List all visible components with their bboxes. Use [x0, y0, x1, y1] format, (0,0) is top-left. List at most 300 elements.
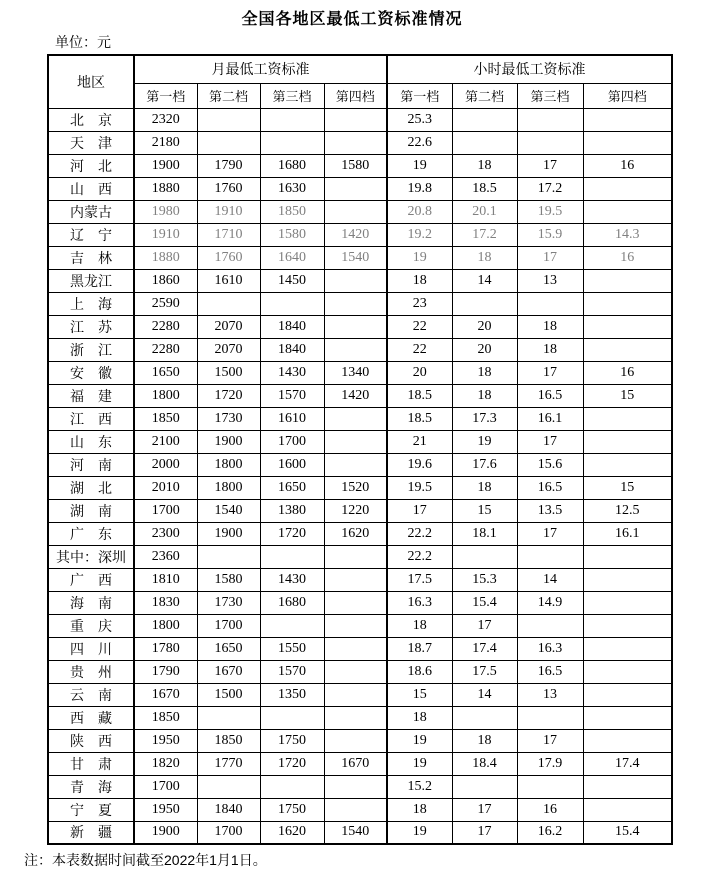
hourly-value-cell: 20.8: [387, 200, 452, 223]
hourly-value-cell: 19: [387, 246, 452, 269]
monthly-value-cell: [324, 338, 387, 361]
monthly-value-cell: [324, 568, 387, 591]
hourly-value-cell: 18: [517, 315, 583, 338]
monthly-value-cell: [324, 407, 387, 430]
region-name-cell: 云 南: [48, 683, 134, 706]
hourly-value-cell: [517, 775, 583, 798]
hourly-value-cell: 18.5: [387, 407, 452, 430]
table-row: [48, 821, 672, 844]
monthly-value-cell: [197, 131, 260, 154]
table-row: [48, 775, 672, 798]
monthly-value-cell: 1900: [197, 522, 260, 545]
hourly-value-cell: [517, 292, 583, 315]
hourly-value-cell: [583, 568, 672, 591]
hourly-value-cell: 18.4: [452, 752, 517, 775]
monthly-value-cell: 1640: [260, 246, 324, 269]
region-name-cell: 重 庆: [48, 614, 134, 637]
region-name-cell: 山 西: [48, 177, 134, 200]
monthly-value-cell: 1420: [324, 384, 387, 407]
hourly-value-cell: [583, 775, 672, 798]
monthly-value-cell: 1550: [260, 637, 324, 660]
hourly-value-cell: 18: [387, 269, 452, 292]
table-row: [48, 798, 672, 821]
monthly-value-cell: 1430: [260, 568, 324, 591]
monthly-value-cell: 2000: [134, 453, 197, 476]
region-name-cell: 其中：深圳: [48, 545, 134, 568]
monthly-value-cell: [324, 798, 387, 821]
monthly-value-cell: [197, 706, 260, 729]
hourly-value-cell: 16.1: [517, 407, 583, 430]
hourly-value-cell: 17.5: [452, 660, 517, 683]
monthly-value-cell: [324, 269, 387, 292]
monthly-value-cell: 2010: [134, 476, 197, 499]
monthly-value-cell: 2360: [134, 545, 197, 568]
monthly-value-cell: 1720: [260, 522, 324, 545]
hourly-tier4-header: 第四档: [583, 83, 672, 108]
hourly-value-cell: 13: [517, 683, 583, 706]
hourly-value-cell: 16.5: [517, 660, 583, 683]
region-name-cell: 江 西: [48, 407, 134, 430]
monthly-value-cell: 2280: [134, 338, 197, 361]
table-row: [48, 223, 672, 246]
monthly-value-cell: 1900: [197, 430, 260, 453]
table-row: [48, 568, 672, 591]
hourly-value-cell: 15: [452, 499, 517, 522]
monthly-value-cell: [324, 200, 387, 223]
monthly-value-cell: [324, 614, 387, 637]
region-name-cell: 广 东: [48, 522, 134, 545]
hourly-value-cell: [517, 545, 583, 568]
region-name-cell: 江 苏: [48, 315, 134, 338]
hourly-value-cell: 17.4: [583, 752, 672, 775]
monthly-value-cell: 1800: [134, 384, 197, 407]
monthly-value-cell: 1730: [197, 407, 260, 430]
monthly-value-cell: [324, 683, 387, 706]
table-row: [48, 108, 672, 131]
monthly-value-cell: 1700: [134, 775, 197, 798]
monthly-value-cell: 1670: [197, 660, 260, 683]
monthly-value-cell: 1850: [134, 706, 197, 729]
hourly-value-cell: [583, 315, 672, 338]
hourly-value-cell: 22.6: [387, 131, 452, 154]
table-row: [48, 154, 672, 177]
monthly-value-cell: 1650: [134, 361, 197, 384]
hourly-value-cell: [583, 269, 672, 292]
hourly-value-cell: 17.5: [387, 568, 452, 591]
hourly-value-cell: 14: [452, 269, 517, 292]
hourly-value-cell: 14.9: [517, 591, 583, 614]
table-row: [48, 614, 672, 637]
monthly-value-cell: 1580: [260, 223, 324, 246]
monthly-value-cell: [260, 131, 324, 154]
hourly-value-cell: 17: [517, 430, 583, 453]
region-name-cell: 河 南: [48, 453, 134, 476]
monthly-value-cell: [197, 108, 260, 131]
monthly-value-cell: [197, 292, 260, 315]
hourly-value-cell: 15.2: [387, 775, 452, 798]
monthly-value-cell: 1800: [134, 614, 197, 637]
monthly-value-cell: 1790: [197, 154, 260, 177]
hourly-value-cell: 19.2: [387, 223, 452, 246]
monthly-value-cell: 1980: [134, 200, 197, 223]
hourly-value-cell: 21: [387, 430, 452, 453]
hourly-value-cell: 18: [452, 476, 517, 499]
region-name-cell: 河 北: [48, 154, 134, 177]
hourly-value-cell: 17.2: [517, 177, 583, 200]
table-header: [48, 55, 672, 108]
hourly-value-cell: 16: [583, 246, 672, 269]
monthly-value-cell: [324, 177, 387, 200]
table-row: [48, 545, 672, 568]
monthly-value-cell: [260, 292, 324, 315]
hourly-value-cell: 18: [452, 729, 517, 752]
region-name-cell: 海 南: [48, 591, 134, 614]
monthly-value-cell: 1900: [134, 154, 197, 177]
region-name-cell: 宁 夏: [48, 798, 134, 821]
hourly-value-cell: 17: [452, 798, 517, 821]
hourly-value-cell: [583, 131, 672, 154]
hourly-value-cell: 18.5: [452, 177, 517, 200]
hourly-value-cell: 18: [387, 706, 452, 729]
monthly-value-cell: [260, 614, 324, 637]
monthly-value-cell: 1780: [134, 637, 197, 660]
hourly-value-cell: 17: [517, 522, 583, 545]
hourly-value-cell: [583, 430, 672, 453]
hourly-value-cell: [583, 706, 672, 729]
monthly-value-cell: 2320: [134, 108, 197, 131]
region-name-cell: 湖 北: [48, 476, 134, 499]
minimum-wage-table: [47, 54, 673, 845]
hourly-value-cell: 17: [517, 154, 583, 177]
hourly-value-cell: [583, 683, 672, 706]
monthly-value-cell: 1880: [134, 177, 197, 200]
hourly-value-cell: 15.6: [517, 453, 583, 476]
hourly-value-cell: 18.5: [387, 384, 452, 407]
region-name-cell: 青 海: [48, 775, 134, 798]
region-name-cell: 上 海: [48, 292, 134, 315]
hourly-value-cell: 22.2: [387, 522, 452, 545]
hourly-value-cell: [517, 108, 583, 131]
page-title: 全国各地区最低工资标准情况: [241, 11, 463, 28]
hourly-value-cell: 16.1: [583, 522, 672, 545]
monthly-value-cell: 1340: [324, 361, 387, 384]
table-row: [48, 384, 672, 407]
table-row: [48, 269, 672, 292]
monthly-value-cell: 1540: [324, 246, 387, 269]
monthly-group-header: 月最低工资标准: [134, 55, 387, 83]
hourly-value-cell: [452, 131, 517, 154]
region-name-cell: 山 东: [48, 430, 134, 453]
monthly-value-cell: 1900: [134, 821, 197, 844]
monthly-tier4-header: 第四档: [324, 83, 387, 108]
monthly-value-cell: 1630: [260, 177, 324, 200]
table-row: [48, 499, 672, 522]
monthly-value-cell: 2100: [134, 430, 197, 453]
monthly-value-cell: 1540: [197, 499, 260, 522]
hourly-value-cell: 16.3: [387, 591, 452, 614]
monthly-value-cell: 2590: [134, 292, 197, 315]
region-name-cell: 新 疆: [48, 821, 134, 844]
hourly-value-cell: 15.4: [452, 591, 517, 614]
hourly-value-cell: [452, 545, 517, 568]
monthly-value-cell: 2180: [134, 131, 197, 154]
monthly-value-cell: [324, 545, 387, 568]
hourly-value-cell: 14: [452, 683, 517, 706]
hourly-value-cell: 17: [452, 821, 517, 844]
monthly-value-cell: 1700: [260, 430, 324, 453]
header-tier-row: [48, 83, 672, 108]
monthly-value-cell: [324, 430, 387, 453]
monthly-value-cell: 1760: [197, 177, 260, 200]
hourly-value-cell: 17.2: [452, 223, 517, 246]
hourly-value-cell: [583, 338, 672, 361]
region-name-cell: 福 建: [48, 384, 134, 407]
hourly-value-cell: 15.3: [452, 568, 517, 591]
monthly-value-cell: 1420: [324, 223, 387, 246]
monthly-value-cell: [260, 706, 324, 729]
monthly-value-cell: [324, 292, 387, 315]
monthly-value-cell: 1380: [260, 499, 324, 522]
monthly-value-cell: 1680: [260, 154, 324, 177]
monthly-value-cell: 1520: [324, 476, 387, 499]
hourly-value-cell: 17: [517, 246, 583, 269]
monthly-value-cell: 1750: [260, 798, 324, 821]
monthly-value-cell: 1600: [260, 453, 324, 476]
hourly-value-cell: 14: [517, 568, 583, 591]
hourly-value-cell: [583, 729, 672, 752]
hourly-value-cell: [583, 591, 672, 614]
region-name-cell: 广 西: [48, 568, 134, 591]
hourly-value-cell: 20: [452, 338, 517, 361]
hourly-value-cell: 19: [387, 821, 452, 844]
hourly-value-cell: 16: [583, 154, 672, 177]
table-row: [48, 591, 672, 614]
hourly-value-cell: 15: [387, 683, 452, 706]
monthly-value-cell: [324, 315, 387, 338]
monthly-value-cell: 1570: [260, 384, 324, 407]
hourly-value-cell: [583, 660, 672, 683]
monthly-value-cell: 1650: [197, 637, 260, 660]
hourly-value-cell: 16.2: [517, 821, 583, 844]
hourly-group-header: 小时最低工资标准: [387, 55, 672, 83]
hourly-value-cell: [583, 798, 672, 821]
hourly-value-cell: 19.6: [387, 453, 452, 476]
hourly-value-cell: 14.3: [583, 223, 672, 246]
table-row: [48, 729, 672, 752]
hourly-value-cell: [583, 407, 672, 430]
monthly-value-cell: 1620: [324, 522, 387, 545]
hourly-value-cell: 19: [387, 154, 452, 177]
monthly-value-cell: 2070: [197, 338, 260, 361]
hourly-value-cell: [452, 775, 517, 798]
region-name-cell: 内蒙古: [48, 200, 134, 223]
hourly-value-cell: 16.3: [517, 637, 583, 660]
monthly-value-cell: 2070: [197, 315, 260, 338]
hourly-value-cell: 15: [583, 384, 672, 407]
monthly-value-cell: [324, 108, 387, 131]
hourly-value-cell: 17.4: [452, 637, 517, 660]
monthly-value-cell: 1700: [197, 614, 260, 637]
header-group-row: [48, 55, 672, 83]
monthly-value-cell: 1810: [134, 568, 197, 591]
monthly-value-cell: 1540: [324, 821, 387, 844]
monthly-tier3-header: 第三档: [260, 83, 324, 108]
hourly-value-cell: 15: [583, 476, 672, 499]
hourly-value-cell: [517, 131, 583, 154]
hourly-value-cell: [517, 614, 583, 637]
hourly-value-cell: 17.9: [517, 752, 583, 775]
region-column-header: 地区: [48, 55, 134, 108]
monthly-value-cell: 1430: [260, 361, 324, 384]
table-row: [48, 177, 672, 200]
hourly-value-cell: 16: [517, 798, 583, 821]
region-name-cell: 辽 宁: [48, 223, 134, 246]
monthly-value-cell: [324, 131, 387, 154]
hourly-value-cell: 16.5: [517, 476, 583, 499]
table-row: [48, 476, 672, 499]
monthly-value-cell: [197, 545, 260, 568]
monthly-value-cell: 1850: [134, 407, 197, 430]
monthly-value-cell: 1670: [134, 683, 197, 706]
table-row: [48, 706, 672, 729]
hourly-value-cell: 20.1: [452, 200, 517, 223]
table-row: [48, 407, 672, 430]
hourly-value-cell: 22: [387, 338, 452, 361]
hourly-value-cell: 17.6: [452, 453, 517, 476]
monthly-value-cell: 1800: [197, 476, 260, 499]
monthly-value-cell: [260, 108, 324, 131]
hourly-value-cell: 20: [452, 315, 517, 338]
hourly-value-cell: [583, 637, 672, 660]
monthly-value-cell: 1770: [197, 752, 260, 775]
monthly-value-cell: 1750: [260, 729, 324, 752]
hourly-value-cell: 19.5: [387, 476, 452, 499]
hourly-value-cell: [452, 292, 517, 315]
table-row: [48, 200, 672, 223]
region-name-cell: 贵 州: [48, 660, 134, 683]
monthly-value-cell: 1610: [260, 407, 324, 430]
table-row: [48, 522, 672, 545]
monthly-value-cell: 1910: [134, 223, 197, 246]
table-row: [48, 453, 672, 476]
hourly-value-cell: 15.9: [517, 223, 583, 246]
monthly-value-cell: 1700: [134, 499, 197, 522]
hourly-value-cell: 18: [452, 361, 517, 384]
monthly-value-cell: 1610: [197, 269, 260, 292]
table-row: [48, 338, 672, 361]
monthly-value-cell: 1730: [197, 591, 260, 614]
hourly-value-cell: 18: [452, 246, 517, 269]
monthly-value-cell: 1620: [260, 821, 324, 844]
hourly-value-cell: 13.5: [517, 499, 583, 522]
monthly-value-cell: 1840: [197, 798, 260, 821]
hourly-value-cell: 18.6: [387, 660, 452, 683]
monthly-value-cell: 1840: [260, 315, 324, 338]
table-row: [48, 637, 672, 660]
monthly-value-cell: 1790: [134, 660, 197, 683]
hourly-tier1-header: 第一档: [387, 83, 452, 108]
region-name-cell: 北 京: [48, 108, 134, 131]
hourly-value-cell: [452, 706, 517, 729]
monthly-value-cell: 1500: [197, 361, 260, 384]
hourly-tier2-header: 第二档: [452, 83, 517, 108]
monthly-value-cell: [324, 453, 387, 476]
hourly-value-cell: 12.5: [583, 499, 672, 522]
monthly-value-cell: 1680: [260, 591, 324, 614]
monthly-value-cell: 1570: [260, 660, 324, 683]
hourly-value-cell: 15.4: [583, 821, 672, 844]
hourly-value-cell: 19: [387, 752, 452, 775]
region-name-cell: 湖 南: [48, 499, 134, 522]
hourly-value-cell: 16.5: [517, 384, 583, 407]
region-name-cell: 西 藏: [48, 706, 134, 729]
hourly-tier3-header: 第三档: [517, 83, 583, 108]
region-name-cell: 黑龙江: [48, 269, 134, 292]
monthly-tier1-header: 第一档: [134, 83, 197, 108]
hourly-value-cell: 17: [452, 614, 517, 637]
monthly-value-cell: 1860: [134, 269, 197, 292]
monthly-value-cell: 1500: [197, 683, 260, 706]
hourly-value-cell: [583, 200, 672, 223]
table-row: [48, 315, 672, 338]
table-row: [48, 660, 672, 683]
region-name-cell: 浙 江: [48, 338, 134, 361]
hourly-value-cell: 17.3: [452, 407, 517, 430]
hourly-value-cell: 18: [452, 154, 517, 177]
monthly-value-cell: 1710: [197, 223, 260, 246]
monthly-value-cell: 1580: [324, 154, 387, 177]
hourly-value-cell: [583, 545, 672, 568]
monthly-value-cell: [324, 706, 387, 729]
unit-label: 单位：元: [55, 34, 111, 50]
monthly-value-cell: 1910: [197, 200, 260, 223]
table-row: [48, 683, 672, 706]
region-name-cell: 陕 西: [48, 729, 134, 752]
region-name-cell: 天 津: [48, 131, 134, 154]
region-name-cell: 四 川: [48, 637, 134, 660]
hourly-value-cell: 19: [387, 729, 452, 752]
monthly-value-cell: 1720: [197, 384, 260, 407]
monthly-value-cell: 1450: [260, 269, 324, 292]
monthly-value-cell: [324, 775, 387, 798]
monthly-value-cell: 1950: [134, 798, 197, 821]
monthly-value-cell: 1760: [197, 246, 260, 269]
monthly-value-cell: 1880: [134, 246, 197, 269]
monthly-value-cell: [324, 729, 387, 752]
monthly-value-cell: 1950: [134, 729, 197, 752]
hourly-value-cell: 19.8: [387, 177, 452, 200]
hourly-value-cell: [583, 292, 672, 315]
hourly-value-cell: [583, 177, 672, 200]
footnote: 注：本表数据时间截至2022年1月1日。: [24, 852, 267, 868]
hourly-value-cell: 13: [517, 269, 583, 292]
region-name-cell: 吉 林: [48, 246, 134, 269]
monthly-value-cell: [197, 775, 260, 798]
hourly-value-cell: 19: [452, 430, 517, 453]
table-row: [48, 361, 672, 384]
hourly-value-cell: [583, 108, 672, 131]
region-name-cell: 安 徽: [48, 361, 134, 384]
monthly-value-cell: 1670: [324, 752, 387, 775]
monthly-value-cell: 2280: [134, 315, 197, 338]
hourly-value-cell: 17: [387, 499, 452, 522]
monthly-value-cell: 1650: [260, 476, 324, 499]
table-row: [48, 430, 672, 453]
hourly-value-cell: [583, 453, 672, 476]
monthly-value-cell: 2300: [134, 522, 197, 545]
hourly-value-cell: 23: [387, 292, 452, 315]
table-body: [48, 108, 672, 844]
